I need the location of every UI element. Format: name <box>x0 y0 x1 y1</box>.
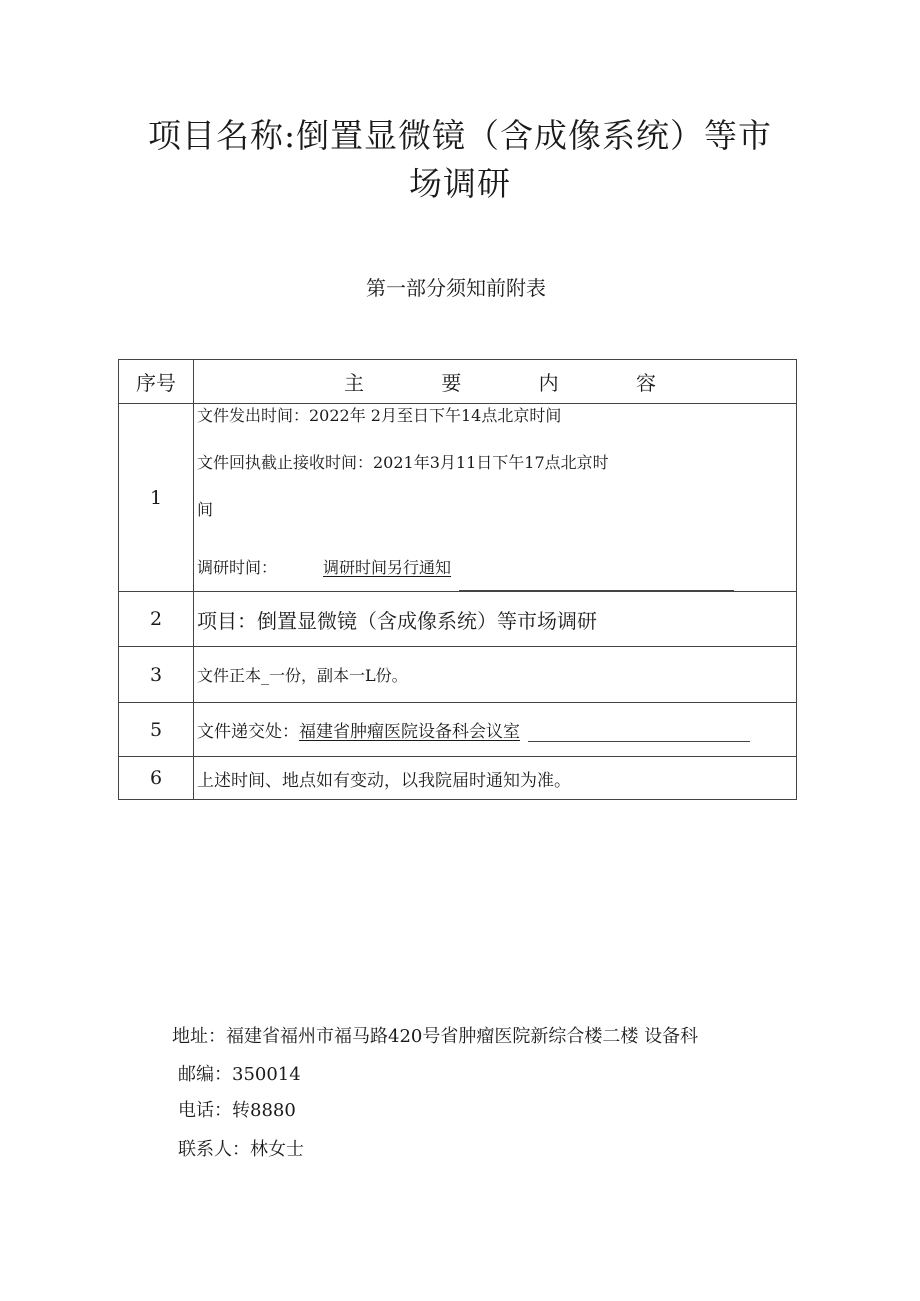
project-name-text: 项目：倒置显微镜（含成像系统）等市场调研 <box>194 592 797 647</box>
deadline-text: 文件回执截止接收时间：2021年3月11日下午17点北京时 <box>197 453 609 472</box>
requirements-table <box>118 359 797 800</box>
table-row <box>119 592 797 647</box>
table-header-row <box>119 360 797 404</box>
header-index: 序号 <box>119 360 194 404</box>
contact-address: 地址：福建省福州市福马路420号省肿瘤医院新综合楼二楼 设备科 <box>172 1026 699 1047</box>
copies-text: 文件正本_一份，副本一L份。 <box>194 647 797 703</box>
row-number: 3 <box>119 647 194 703</box>
header-content <box>194 360 797 404</box>
research-time-label: 调研时间： <box>197 558 278 577</box>
header-content-char: 要 <box>441 371 462 395</box>
table-row <box>119 757 797 800</box>
fill-in-underline <box>528 727 750 742</box>
row-content <box>194 703 797 757</box>
table-row <box>119 647 797 703</box>
contact-person: 联系人：林女士 <box>178 1139 304 1160</box>
row-number: 5 <box>119 703 194 757</box>
contact-postcode: 邮编：350014 <box>178 1064 301 1085</box>
header-content-char: 主 <box>344 371 364 395</box>
submission-location: 福建省肿瘤医院设备科会议室 <box>299 722 520 742</box>
submission-label: 文件递交处： <box>197 722 299 742</box>
row-number: 1 <box>119 404 194 592</box>
section-subtitle: 第一部分须知前附表 <box>366 276 546 300</box>
document-title-line-2: 场调研 <box>409 164 511 203</box>
row-number: 2 <box>119 592 194 647</box>
header-content-char: 容 <box>635 371 656 395</box>
document-title <box>120 112 800 208</box>
document-title-line-1: 项目名称:倒置显微镜（含成像系统）等市 <box>147 116 773 155</box>
row-content <box>194 404 797 592</box>
research-time-value: 调研时间另行通知 <box>323 558 452 577</box>
row-number: 6 <box>119 757 194 800</box>
issue-time-text: 文件发出时间：2022年 2月至日下午14点北京时间 <box>197 406 562 425</box>
research-time-line <box>197 545 796 591</box>
table-row <box>119 404 797 592</box>
contact-phone: 电话：转8880 <box>178 1100 296 1121</box>
deadline-text-continued: 间 <box>197 500 214 519</box>
notice-text: 上述时间、地点如有变动，以我院届时通知为准。 <box>194 757 797 800</box>
header-content-char: 内 <box>538 371 559 395</box>
fill-in-underline <box>459 576 734 591</box>
table-row <box>119 703 797 757</box>
